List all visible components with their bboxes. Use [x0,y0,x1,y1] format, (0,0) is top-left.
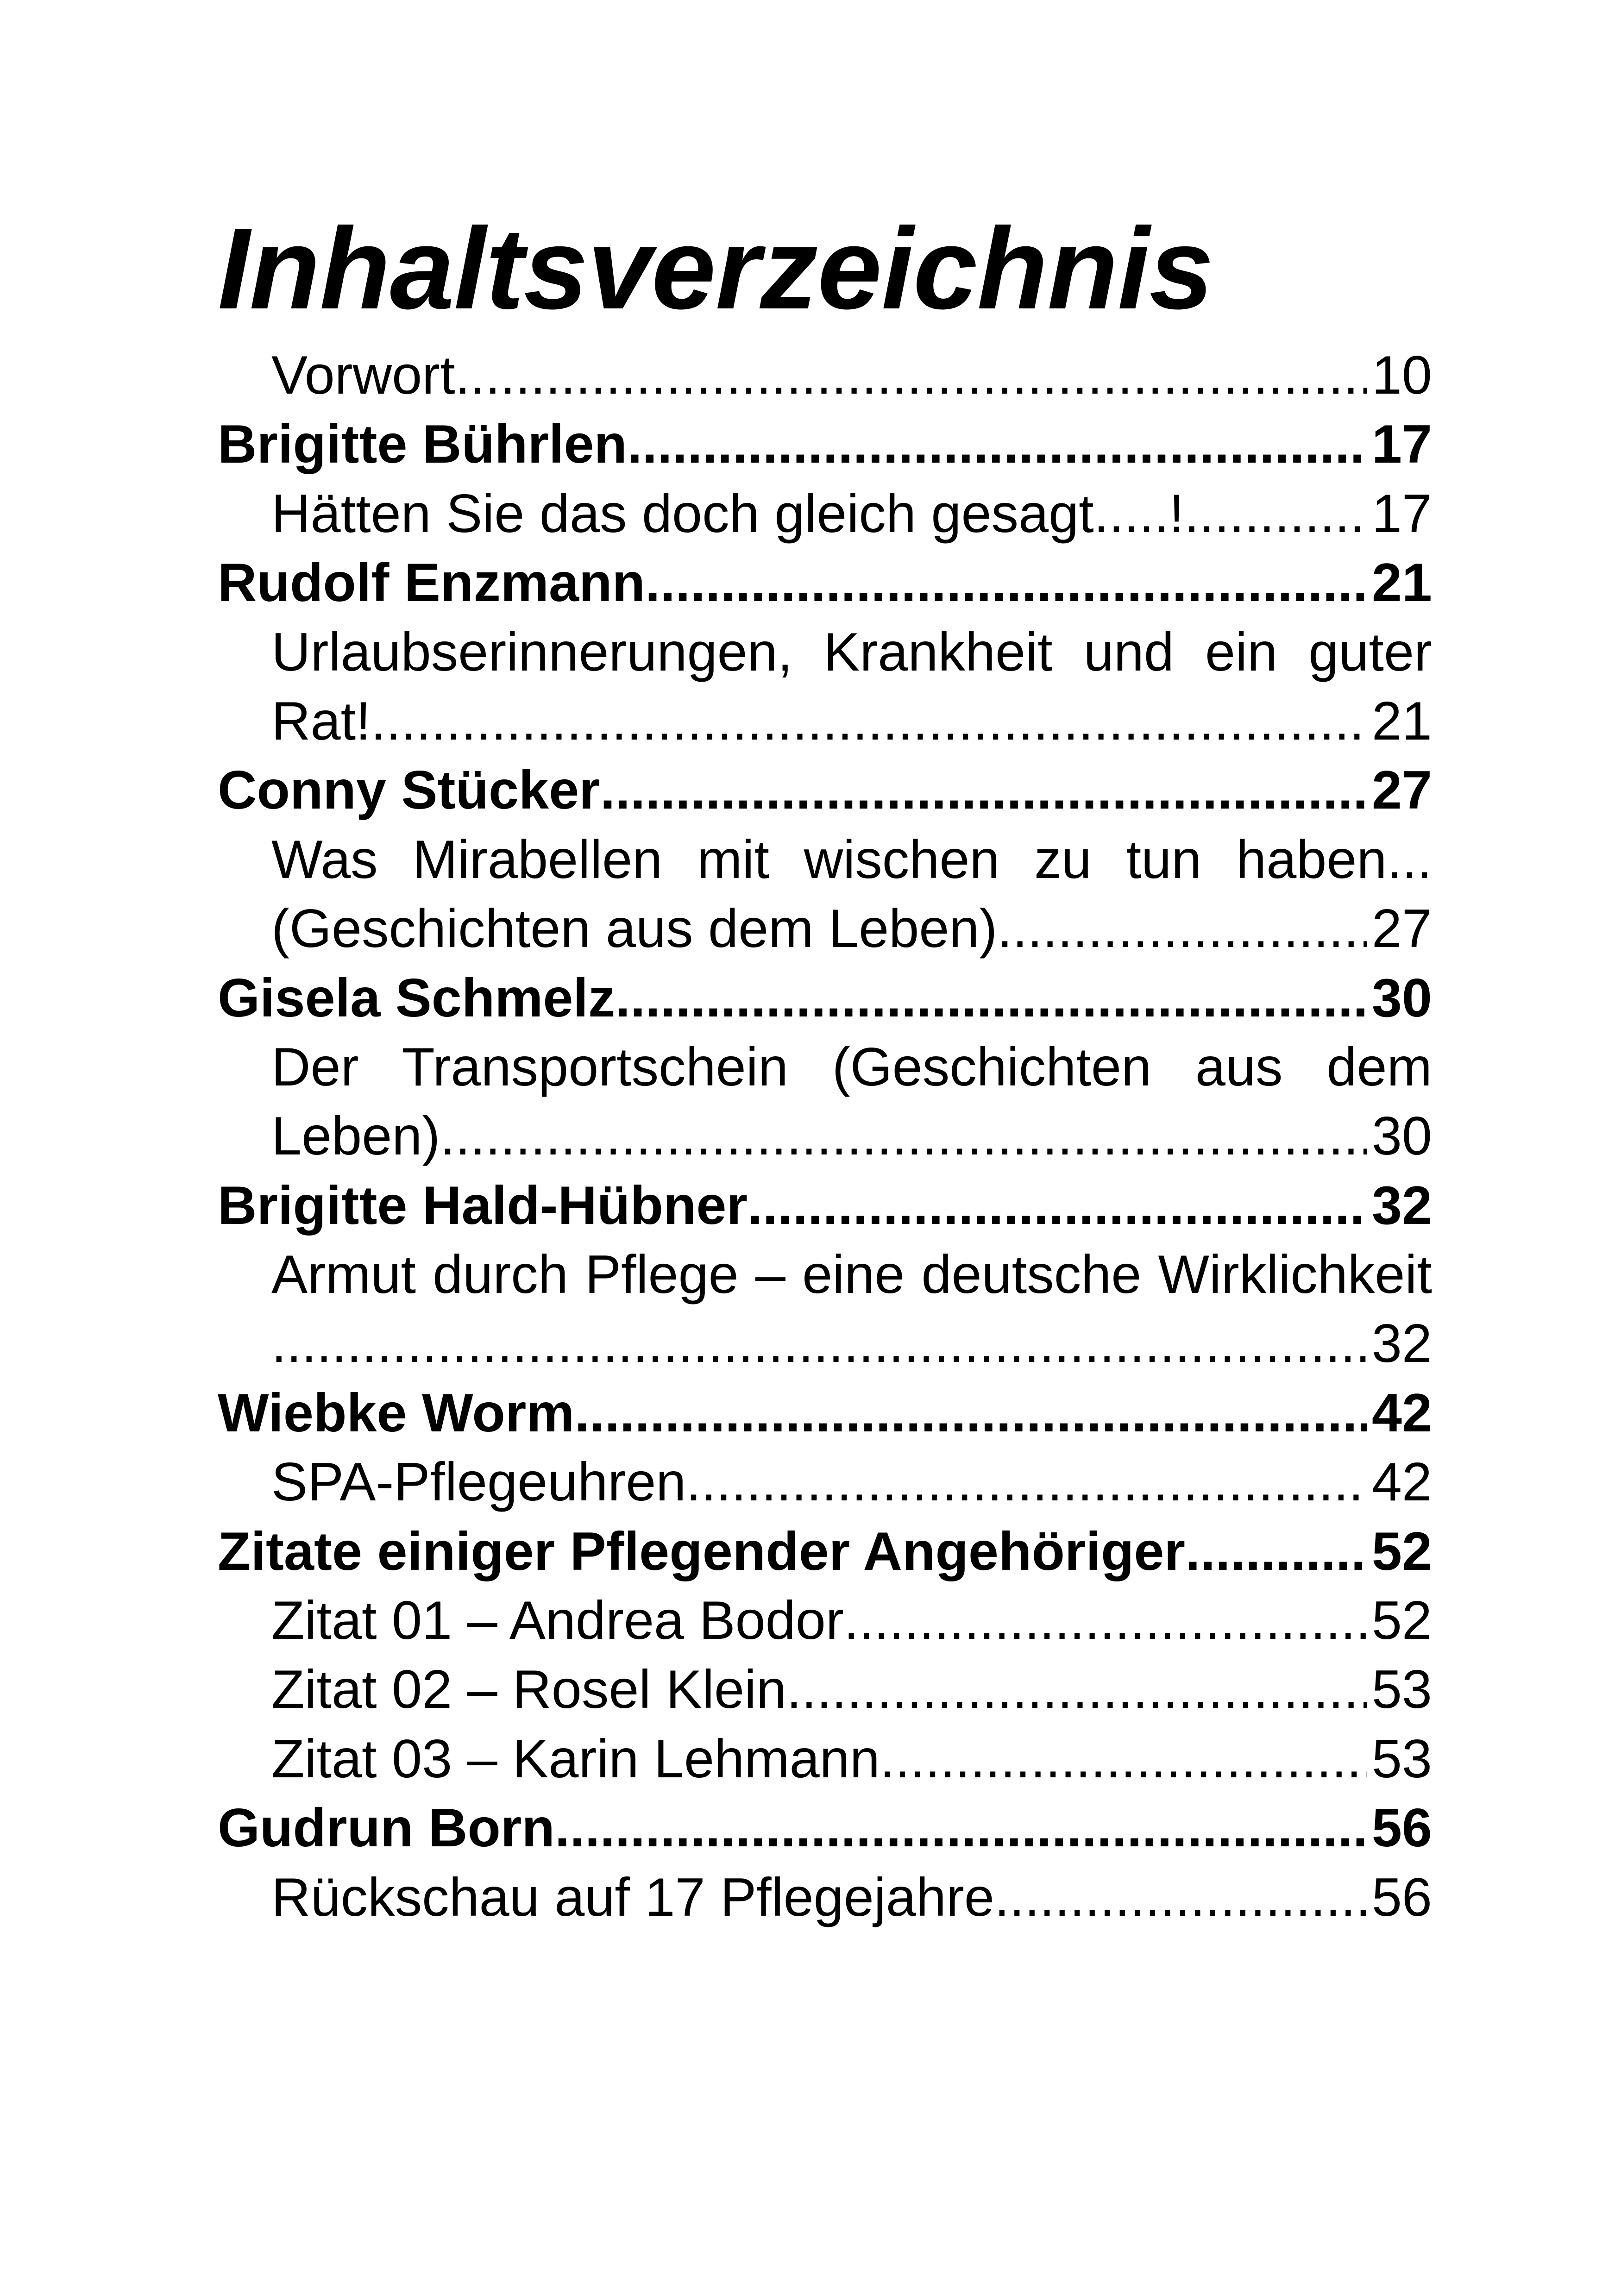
toc-entry-label: Rat! [271,690,371,751]
toc-page-number: 27 [1371,759,1432,821]
toc-entry-title-line: Urlaubserinnerungen, Krankheit und ein guter [271,621,1432,682]
toc-page-number: 42 [1371,1382,1432,1443]
toc-author-entry [218,1378,1432,1447]
toc-entry-label: Vorwort [271,345,455,405]
toc-entry-label: Zitat 02 – Rosel Klein [271,1659,787,1720]
toc-page-number: 21 [1371,552,1432,613]
dot-leader [574,1378,1367,1447]
toc-story-entry [218,340,1432,409]
toc-author-entry [218,755,1432,824]
toc-entry-row [271,686,1432,755]
toc-story-entry [218,1863,1432,1932]
toc-entry-row [218,755,1432,824]
dot-leader [880,1724,1367,1793]
toc-entry-row [218,963,1432,1032]
toc-story-entry [218,479,1432,548]
dot-leader [455,340,1367,409]
toc-entry-title-line: Armut durch Pflege – eine deutsche Wirklichkeit [271,1244,1432,1305]
toc-entry-label: Brigitte Bührlen [218,414,628,475]
dot-leader [600,755,1367,824]
toc-entry-row [218,548,1432,617]
toc-story-entry [218,825,1432,963]
toc-page-number: 27 [1371,898,1432,959]
toc-entry-label: Zitat 01 – Andrea Bodor [271,1590,844,1651]
toc-entry-row [218,1378,1432,1447]
toc-entry-label: Conny Stücker [218,759,600,821]
toc-author-entry [218,1517,1432,1586]
page-title: Inhaltsverzeichnis [218,204,1213,333]
toc-page-number: 56 [1371,1866,1432,1927]
toc-entry-row [218,1517,1432,1586]
toc-story-entry [218,1032,1432,1171]
toc-entry-row [218,1793,1432,1862]
dot-leader [748,1171,1367,1240]
toc-entry-label: Wiebke Worm [218,1382,575,1443]
toc-entry-label: Zitate einiger Pflegender Angehöriger [218,1520,1186,1581]
toc-page-number: 21 [1371,690,1432,751]
dot-leader [844,1586,1367,1655]
toc-entry-label: Leben) [271,1105,440,1167]
dot-leader [555,1793,1367,1862]
toc-entry-row [271,1309,1432,1378]
toc-entry-label: Zitat 03 – Karin Lehmann [271,1728,880,1789]
toc-entry-label: SPA-Pflegeuhren [271,1451,686,1512]
toc-entry-row [271,1101,1432,1170]
toc-page-number: 53 [1371,1728,1432,1789]
toc-story-entry [218,617,1432,756]
toc-story-entry [218,1724,1432,1793]
toc-page-number: 53 [1371,1659,1432,1720]
toc-page-number: 42 [1371,1451,1432,1512]
toc-entry-row [218,409,1432,478]
dot-leader [371,686,1367,755]
toc-entry-label: Rudolf Enzmann [218,552,645,613]
toc-story-entry [218,1447,1432,1516]
toc-page-number: 32 [1371,1174,1432,1236]
toc-entry-row [218,1171,1432,1240]
toc-story-entry [218,1655,1432,1724]
toc-author-entry [218,1171,1432,1240]
dot-leader [440,1101,1367,1170]
toc-entry-row [271,340,1432,409]
toc-page-number: 17 [1371,414,1432,475]
toc-author-entry [218,409,1432,478]
toc-author-entry [218,548,1432,617]
toc-entry-row [271,1724,1432,1793]
dot-leader [627,409,1367,478]
toc-author-entry [218,1793,1432,1862]
toc-entry-label: Gisela Schmelz [218,967,616,1028]
dot-leader [615,963,1367,1032]
toc-page-number: 17 [1371,483,1432,544]
toc-entry-label: Gudrun Born [218,1797,555,1858]
toc-entry-label: Hätten Sie das doch gleich gesagt.....! [271,483,1184,544]
dot-leader [1184,479,1367,548]
toc-page-number: 30 [1371,967,1432,1028]
toc-page-number: 52 [1371,1520,1432,1581]
dot-leader [645,548,1367,617]
toc-entry-row [271,1655,1432,1724]
toc-page-number: 52 [1371,1590,1432,1651]
toc-page-number: 56 [1371,1797,1432,1858]
dot-leader [786,1655,1367,1724]
dot-leader [997,894,1367,963]
toc-entry-label: Rückschau auf 17 Pflegejahre [271,1866,994,1927]
toc-entry-title-line: Der Transportschein (Geschichten aus dem [271,1036,1432,1097]
toc-entry-label: Brigitte Hald-Hübner [218,1174,748,1236]
toc-page-number: 10 [1371,345,1432,405]
dot-leader [1185,1517,1367,1586]
toc-page-number: 30 [1371,1105,1432,1167]
toc-entry-row [271,479,1432,548]
toc-entry-row [271,1447,1432,1516]
dot-leader [686,1447,1367,1516]
toc-entry-row [271,1586,1432,1655]
dot-leader [271,1309,1367,1378]
toc-entry-title-line: Was Mirabellen mit wischen zu tun haben... [271,828,1432,890]
toc-story-entry [218,1586,1432,1655]
toc-story-entry [218,1240,1432,1378]
toc-author-entry [218,963,1432,1032]
table-of-contents [218,340,1432,1932]
toc-entry-row [271,1863,1432,1932]
toc-entry-label: (Geschichten aus dem Leben) [271,898,998,959]
toc-page-number: 32 [1371,1313,1432,1374]
dot-leader [994,1863,1367,1932]
toc-entry-row [271,894,1432,963]
